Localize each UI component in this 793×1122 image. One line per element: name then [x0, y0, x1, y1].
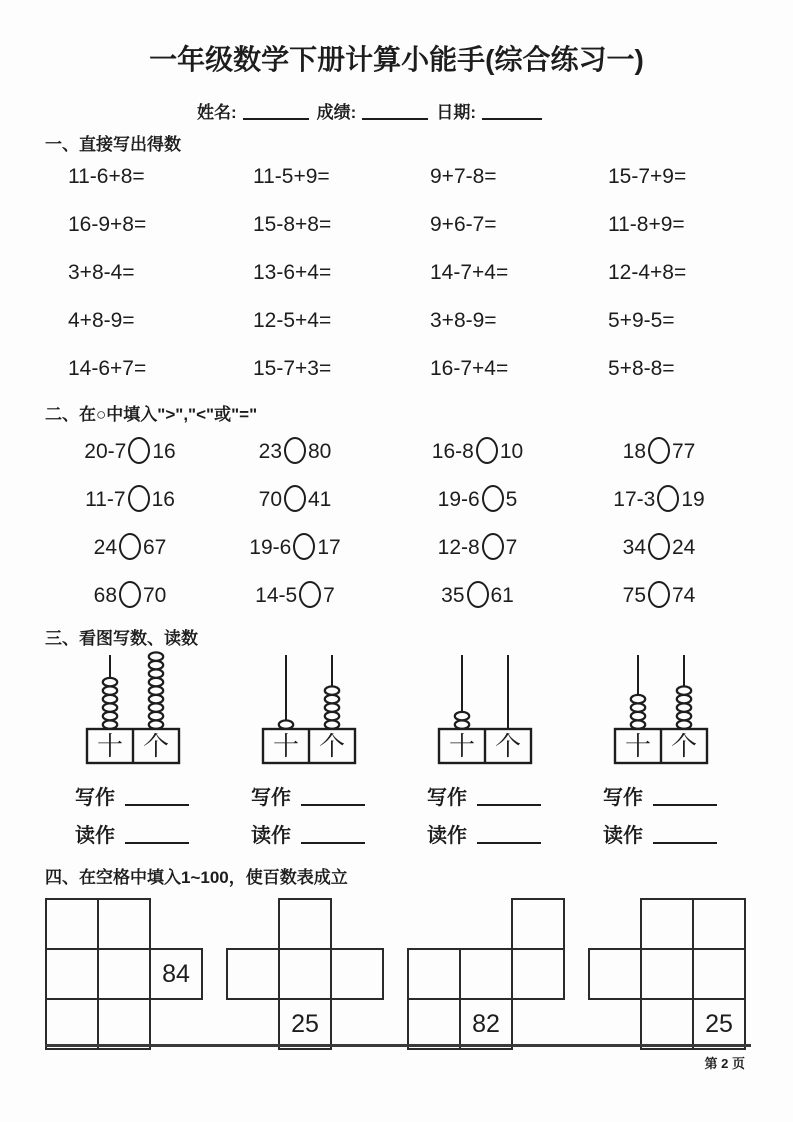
- arith-problem: 15-7+3=: [253, 357, 332, 380]
- write-label-line: [427, 781, 573, 810]
- comparison-problem: [94, 533, 167, 564]
- section2-problems: [45, 437, 748, 612]
- comparison-problem: [623, 581, 696, 612]
- comparison-right: 10: [499, 440, 524, 463]
- section4-heading: 四、在空格中填入1~100，使百数表成立: [45, 868, 348, 887]
- comparison-right: 24: [672, 536, 696, 559]
- hundred-chart-puzzle: [45, 898, 205, 1052]
- comparison-right: 16: [151, 488, 175, 511]
- abacus-bead: [103, 720, 117, 728]
- answer-circle: [476, 437, 498, 464]
- abacus-drawing: [45, 651, 221, 767]
- comparison-left: 12-8: [437, 536, 480, 559]
- abacus-bead: [677, 712, 691, 720]
- abacus-bead: [149, 703, 163, 711]
- abacus-bead: [631, 712, 645, 720]
- arith-problem: 15-7+9=: [608, 165, 687, 188]
- write-read-block: [397, 781, 573, 848]
- comparison-right: 74: [672, 584, 696, 607]
- puzzle-empty-cell: [640, 948, 694, 1000]
- abacus-bead: [149, 712, 163, 720]
- abacus-bead: [149, 669, 163, 677]
- tens-label: 十: [272, 731, 300, 761]
- comparison-left: 16-8: [431, 440, 474, 463]
- read-label-line: [427, 819, 573, 848]
- arith-problem: 5+8-8=: [608, 357, 675, 380]
- abacus-bead: [149, 720, 163, 728]
- hundred-chart-puzzle: [407, 898, 567, 1052]
- comparison-problem: [432, 437, 523, 468]
- puzzle-empty-cell: [45, 898, 99, 950]
- answer-circle: [657, 485, 679, 512]
- comparison-problem: [623, 533, 696, 564]
- comparison-problem: [84, 437, 175, 468]
- arith-problem: 11-8+9=: [608, 213, 685, 236]
- write-label: 写作: [427, 787, 467, 809]
- abacus-bead: [677, 695, 691, 703]
- comparison-left: 20-7: [84, 440, 127, 463]
- name-label: 姓名:: [197, 103, 237, 122]
- comparison-left: 70: [258, 488, 282, 511]
- comparison-left: 18: [622, 440, 646, 463]
- abacus-drawing: [221, 651, 397, 767]
- comparison-problem: [94, 581, 167, 612]
- arith-problem: 15-8+8=: [253, 213, 332, 236]
- comparison-problem: [438, 485, 518, 516]
- arith-problem: 12-4+8=: [608, 261, 687, 284]
- read-label: 读作: [251, 825, 291, 847]
- abacus-bead: [149, 678, 163, 686]
- section4-puzzles: [45, 898, 748, 1052]
- abacus-bead: [103, 712, 117, 720]
- abacus-bead: [103, 686, 117, 694]
- write-label: 写作: [75, 787, 115, 809]
- puzzle-empty-cell: [226, 948, 280, 1000]
- abacus-bead: [325, 720, 339, 728]
- abacus-bead: [149, 686, 163, 694]
- arith-problem: 9+6-7=: [430, 213, 497, 236]
- tens-label: 十: [448, 731, 476, 761]
- abacus-bead: [149, 695, 163, 703]
- read-label-line: [75, 819, 221, 848]
- comparison-right: 19: [681, 488, 705, 511]
- hundred-chart-puzzle: [588, 898, 748, 1052]
- comparison-left: 19-6: [437, 488, 480, 511]
- comparison-right: 77: [672, 440, 696, 463]
- comparison-problem: [259, 485, 332, 516]
- comparison-right: 5: [505, 488, 518, 511]
- abacus-bead: [455, 720, 469, 728]
- read-label: 读作: [427, 825, 467, 847]
- abacus-bead: [279, 720, 293, 728]
- puzzle-given-cell: 25: [278, 998, 332, 1050]
- arith-problem: 14-6+7=: [68, 357, 147, 380]
- comparison-left: 11-7: [85, 488, 126, 511]
- puzzle-empty-cell: [407, 998, 461, 1050]
- abacus-bead: [677, 720, 691, 728]
- abacus-figures: [45, 651, 748, 857]
- puzzle-empty-cell: [97, 948, 151, 1000]
- footer-divider: [45, 1044, 751, 1047]
- arith-problem: 14-7+4=: [430, 261, 509, 284]
- abacus-bead: [677, 686, 691, 694]
- ones-label: 个: [494, 731, 522, 761]
- abacus-bead: [325, 712, 339, 720]
- section1-heading: 一、直接写出得数: [45, 135, 181, 154]
- name-blank: [243, 105, 309, 120]
- answer-circle: [293, 533, 315, 560]
- page-number: 第 2 页: [704, 1056, 745, 1071]
- comparison-right: 7: [505, 536, 518, 559]
- read-label-line: [251, 819, 397, 848]
- write-read-block: [45, 781, 221, 848]
- arith-problem: 16-7+4=: [430, 357, 509, 380]
- comparison-left: 75: [622, 584, 646, 607]
- abacus-bead: [103, 695, 117, 703]
- abacus-bead: [103, 678, 117, 686]
- arith-problem: 5+9-5=: [608, 309, 675, 332]
- ones-label: 个: [670, 731, 698, 761]
- comparison-right: 7: [323, 584, 335, 607]
- read-label: 读作: [603, 825, 643, 847]
- puzzle-empty-cell: [407, 948, 461, 1000]
- answer-circle: [119, 533, 141, 560]
- comparison-problem: [255, 581, 335, 612]
- comparison-problem: [441, 581, 514, 612]
- arith-problem: 9+7-8=: [430, 165, 497, 188]
- write-label-blank: [653, 791, 717, 806]
- write-label-blank: [477, 791, 541, 806]
- answer-circle: [128, 485, 150, 512]
- comparison-problem: [259, 437, 332, 468]
- comparison-left: 24: [93, 536, 117, 559]
- write-read-block: [221, 781, 397, 848]
- answer-circle: [482, 485, 504, 512]
- abacus-figure: [45, 651, 221, 857]
- abacus-bead: [149, 652, 163, 660]
- puzzle-empty-cell: [511, 948, 565, 1000]
- comparison-problem: [623, 437, 696, 468]
- read-label-blank: [653, 829, 717, 844]
- write-read-block: [573, 781, 749, 848]
- answer-circle: [648, 437, 670, 464]
- comparison-right: 70: [143, 584, 167, 607]
- write-label-blank: [301, 791, 365, 806]
- puzzle-empty-cell: [45, 948, 99, 1000]
- comparison-right: 16: [152, 440, 176, 463]
- read-label-line: [603, 819, 749, 848]
- score-label: 成绩:: [316, 103, 357, 122]
- date-label: 日期:: [436, 103, 477, 122]
- arith-problem: 16-9+8=: [68, 213, 147, 236]
- arith-problem: 3+8-9=: [430, 309, 497, 332]
- answer-circle: [648, 533, 670, 560]
- answer-circle: [284, 437, 306, 464]
- ones-label: 个: [318, 731, 346, 761]
- abacus-figure: [221, 651, 397, 857]
- abacus-bead: [103, 703, 117, 711]
- comparison-right: 80: [308, 440, 332, 463]
- comparison-left: 19-6: [249, 536, 292, 559]
- puzzle-empty-cell: [511, 898, 565, 950]
- arith-problem: 13-6+4=: [253, 261, 332, 284]
- abacus-figure: [397, 651, 573, 857]
- comparison-left: 35: [441, 584, 465, 607]
- answer-circle: [648, 581, 670, 608]
- read-label: 读作: [75, 825, 115, 847]
- puzzle-empty-cell: [692, 948, 746, 1000]
- write-label-blank: [125, 791, 189, 806]
- write-label: 写作: [251, 787, 291, 809]
- puzzle-empty-cell: [45, 998, 99, 1050]
- write-label-line: [603, 781, 749, 810]
- abacus-drawing: [573, 651, 749, 767]
- comparison-left: 14-5: [255, 584, 298, 607]
- arith-problem: 11-5+9=: [253, 165, 330, 188]
- hundred-chart-puzzle: [226, 898, 386, 1052]
- section2-heading: 二、在○中填入">","<"或"=": [45, 405, 258, 424]
- puzzle-given-cell: 82: [459, 998, 513, 1050]
- answer-circle: [128, 437, 150, 464]
- comparison-problem: [85, 485, 175, 516]
- section1-problems: [45, 165, 748, 384]
- puzzle-empty-cell: [692, 898, 746, 950]
- comparison-left: 17-3: [613, 488, 656, 511]
- arith-problem: 3+8-4=: [68, 261, 135, 284]
- comparison-right: 17: [317, 536, 341, 559]
- puzzle-empty-cell: [97, 898, 151, 950]
- read-label-blank: [301, 829, 365, 844]
- abacus-bead: [455, 712, 469, 720]
- abacus-bead: [631, 695, 645, 703]
- abacus-bead: [677, 703, 691, 711]
- answer-circle: [467, 581, 489, 608]
- write-label-line: [75, 781, 221, 810]
- abacus-bead: [631, 720, 645, 728]
- arith-problem: 11-6+8=: [68, 165, 145, 188]
- answer-circle: [119, 581, 141, 608]
- ones-label: 个: [142, 731, 170, 761]
- write-label: 写作: [603, 787, 643, 809]
- date-blank: [482, 105, 542, 120]
- abacus-bead: [325, 703, 339, 711]
- puzzle-empty-cell: [97, 998, 151, 1050]
- page-title: 一年级数学下册计算小能手(综合练习一): [149, 44, 644, 75]
- comparison-problem: [438, 533, 518, 564]
- puzzle-given-cell: 84: [149, 948, 203, 1000]
- puzzle-empty-cell: [278, 898, 332, 950]
- abacus-bead: [631, 703, 645, 711]
- student-info-line: [197, 98, 748, 124]
- tens-label: 十: [96, 731, 124, 761]
- answer-circle: [284, 485, 306, 512]
- read-label-blank: [125, 829, 189, 844]
- abacus-bead: [149, 661, 163, 669]
- comparison-left: 34: [622, 536, 646, 559]
- score-blank: [362, 105, 428, 120]
- answer-circle: [299, 581, 321, 608]
- abacus-bead: [325, 695, 339, 703]
- puzzle-given-cell: 25: [692, 998, 746, 1050]
- puzzle-empty-cell: [640, 998, 694, 1050]
- puzzle-empty-cell: [330, 948, 384, 1000]
- arith-problem: 4+8-9=: [68, 309, 135, 332]
- comparison-right: 67: [143, 536, 167, 559]
- comparison-problem: [613, 485, 704, 516]
- comparison-right: 41: [308, 488, 332, 511]
- read-label-blank: [477, 829, 541, 844]
- comparison-problem: [249, 533, 340, 564]
- tens-label: 十: [624, 731, 652, 761]
- puzzle-empty-cell: [640, 898, 694, 950]
- section3-heading: 三、看图写数、读数: [45, 629, 198, 648]
- abacus-drawing: [397, 651, 573, 767]
- abacus-figure: [573, 651, 749, 857]
- puzzle-empty-cell: [588, 948, 642, 1000]
- write-label-line: [251, 781, 397, 810]
- comparison-left: 68: [93, 584, 117, 607]
- puzzle-empty-cell: [278, 948, 332, 1000]
- comparison-left: 23: [258, 440, 282, 463]
- arith-problem: 12-5+4=: [253, 309, 332, 332]
- comparison-right: 61: [490, 584, 514, 607]
- answer-circle: [482, 533, 504, 560]
- abacus-bead: [325, 686, 339, 694]
- puzzle-empty-cell: [459, 948, 513, 1000]
